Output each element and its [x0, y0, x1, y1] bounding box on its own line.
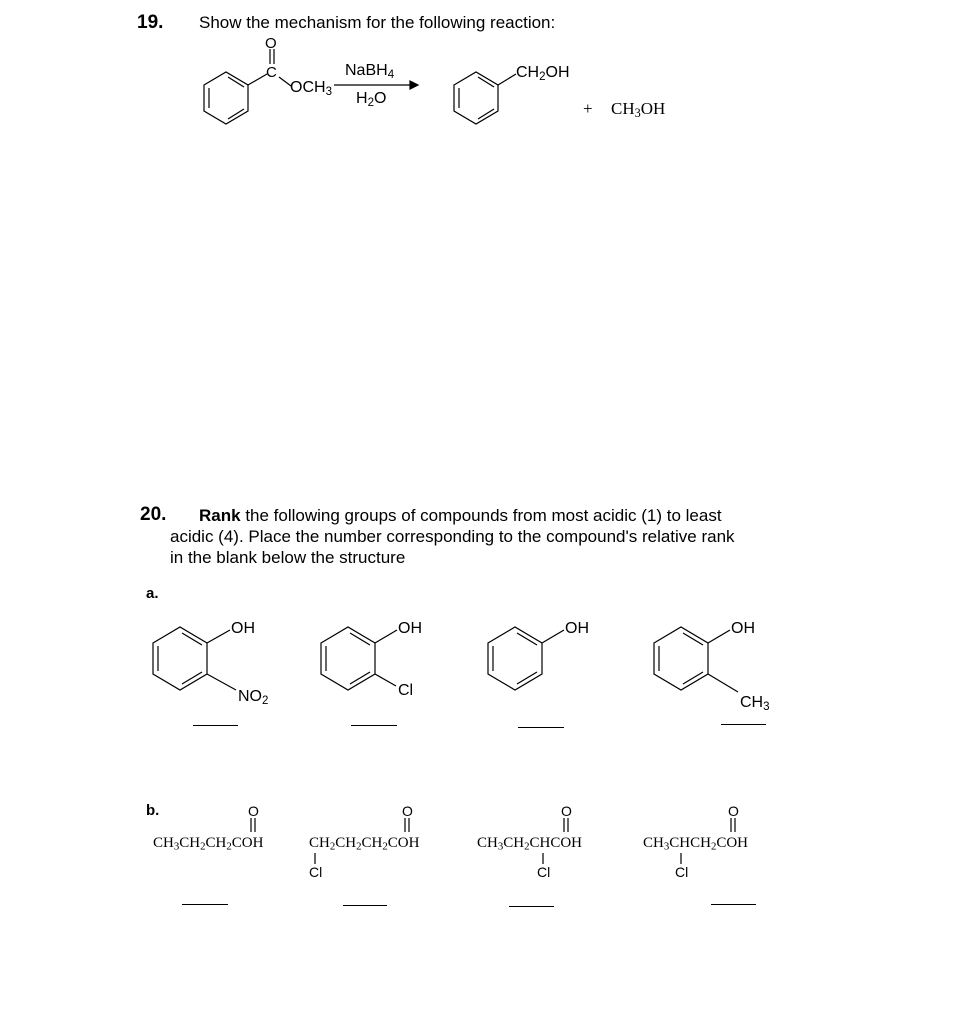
b2-cl-label: Cl	[309, 864, 323, 880]
a3-oh-label: OH	[565, 620, 589, 637]
q19-reagent-nabh4: NaBH$_4$	[345, 62, 395, 81]
part-a-label: a.	[146, 585, 159, 602]
b4-cl-label: Cl	[675, 864, 689, 880]
q20-number: 20.	[140, 504, 167, 525]
q19-carbonyl-carbon: C	[266, 64, 277, 81]
q20-prompt-rank: Rank	[199, 506, 241, 525]
q19-byproduct-methanol: $CH_3OH$	[611, 99, 666, 121]
b3-formula: $CH_3CH_2CHCOH$	[477, 835, 583, 853]
q20-prompt-line2: acidic (4). Place the number corresponding to the compound's relative rank	[170, 527, 735, 546]
q20-prompt-line3: in the blank below the structure	[170, 548, 406, 567]
a2-oh-label: OH	[398, 620, 422, 637]
q19-plus-sign: +	[583, 99, 593, 118]
a1-oh-label: OH	[231, 620, 255, 637]
a1-no2-label: $NO_2$	[238, 688, 269, 707]
b1-carbonyl-oxygen: O	[248, 803, 259, 819]
q19-product-ch2oh: $CH_2OH$	[516, 64, 570, 83]
b3-rank-blank[interactable]	[509, 906, 554, 907]
q19-number: 19.	[137, 12, 164, 33]
b1-formula: $CH_3CH_2CH_2COH$	[153, 835, 264, 853]
b1-rank-blank[interactable]	[182, 904, 228, 905]
q19-reagent-water: $H_2O$	[356, 90, 387, 109]
b4-rank-blank[interactable]	[711, 904, 756, 905]
a4-oh-label: OH	[731, 620, 755, 637]
b2-carbonyl-oxygen: O	[402, 803, 413, 819]
q20-prompt-line1-text: the following groups of compounds from most acidic (1) to least	[245, 506, 722, 525]
b3-cl-label: Cl	[537, 864, 551, 880]
q19-prompt: Show the mechanism for the following reaction:	[199, 13, 556, 32]
a2-cl-label: Cl	[398, 682, 414, 699]
q19-ester-group: $OCH_3$	[290, 79, 332, 98]
b4-formula: $CH_3CHCH_2COH$	[643, 835, 749, 853]
part-b-label: b.	[146, 802, 160, 819]
b4-carbonyl-oxygen: O	[728, 803, 739, 819]
a4-ch3-label: $CH_3$	[740, 694, 770, 713]
b2-rank-blank[interactable]	[343, 905, 387, 906]
b2-formula: $CH_2CH_2CH_2COH$	[309, 835, 420, 853]
q19-carbonyl-oxygen: O	[265, 35, 277, 52]
b3-carbonyl-oxygen: O	[561, 803, 572, 819]
